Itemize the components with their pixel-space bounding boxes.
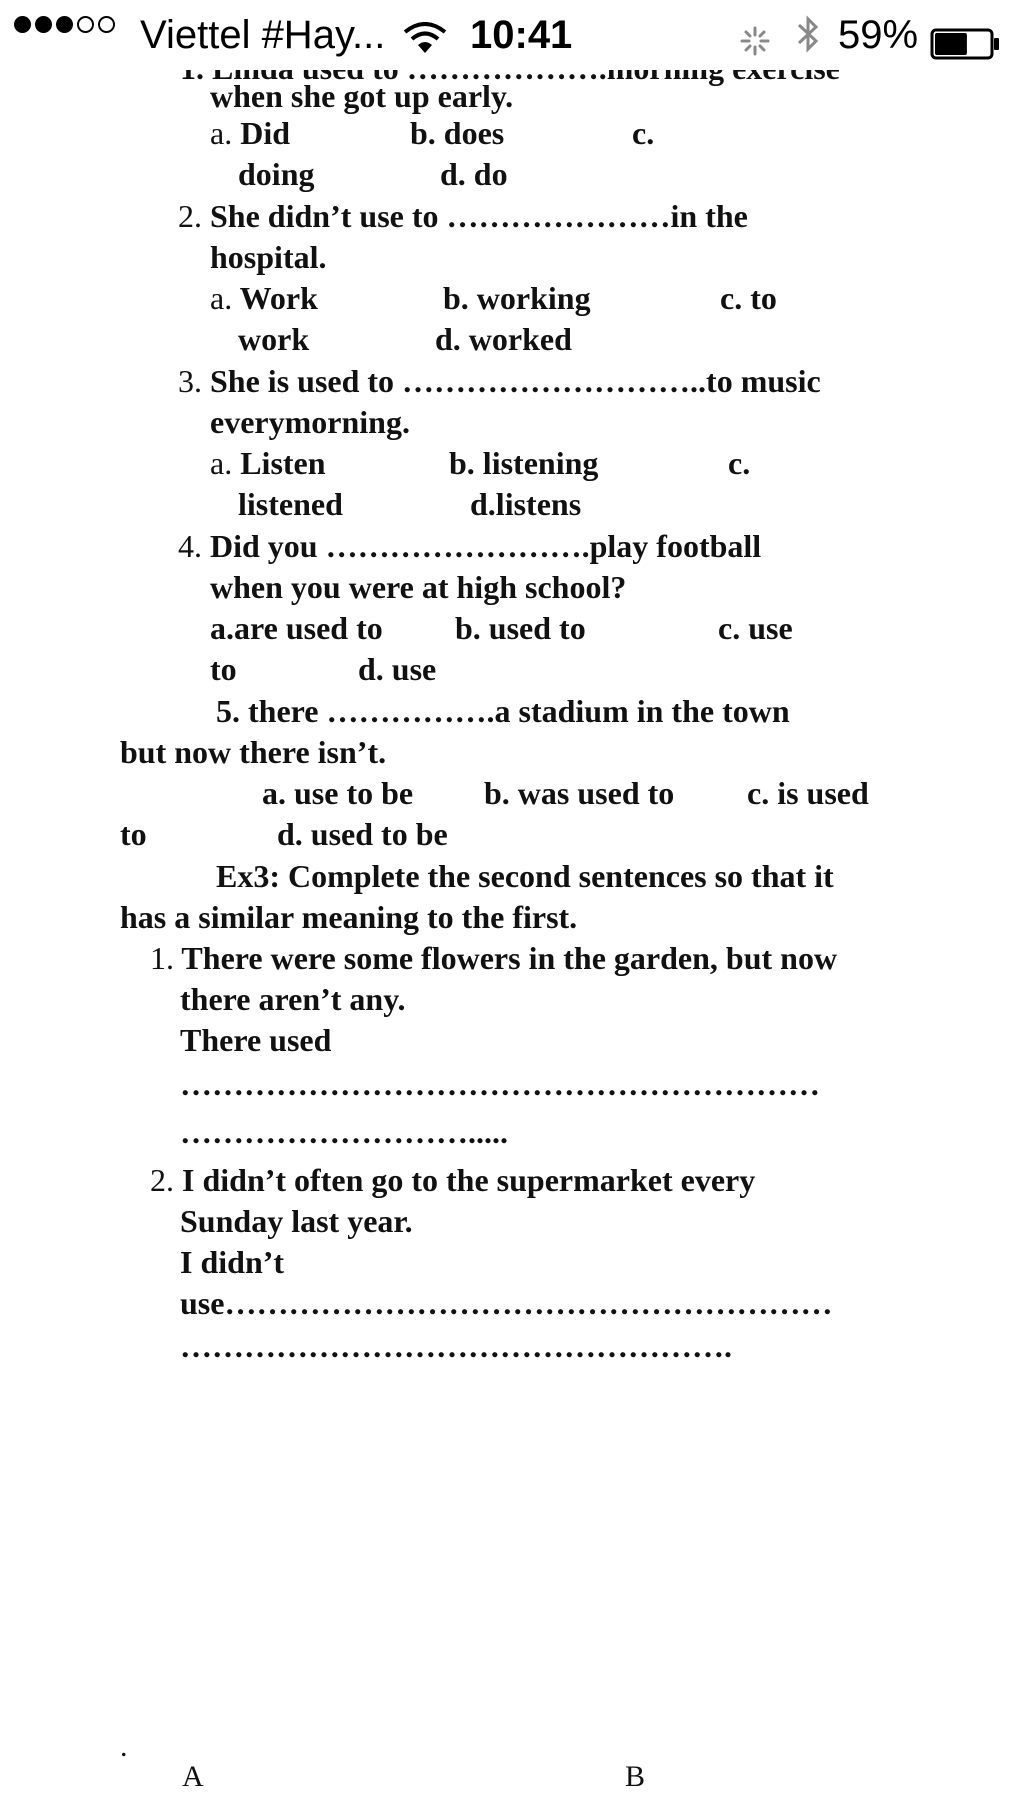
exercise-3-title-continuation: has a similar meaning to the first. bbox=[120, 899, 578, 935]
question-5-option-c: c. is used bbox=[747, 775, 869, 811]
carrier-name: Viettel #Hay... bbox=[140, 13, 386, 57]
question-text: She is used to ………………………..to music bbox=[210, 363, 821, 399]
question-2-option-c-text: work bbox=[238, 321, 310, 357]
exercise-3-item-2-prompt: I didn’t bbox=[180, 1244, 285, 1280]
question-number: 4. bbox=[178, 528, 202, 564]
question-2-option-b: b. working bbox=[443, 280, 591, 316]
question-1-option-d: d. do bbox=[440, 156, 508, 192]
question-text: Did you …………………….play football bbox=[210, 528, 762, 564]
option-label: a. bbox=[210, 445, 233, 481]
exercise-3-item-2-answer-line-2: ……………………………………………. bbox=[180, 1328, 732, 1364]
bluetooth-icon bbox=[795, 14, 821, 66]
footer-dot: . bbox=[120, 1730, 128, 1763]
item-number: 2. bbox=[150, 1162, 174, 1198]
question-5-option-a: a. use to be bbox=[262, 775, 414, 811]
footer-label-b: B bbox=[625, 1760, 646, 1793]
question-3-option-a bbox=[210, 443, 326, 483]
exercise-3-title: Ex3: Complete the second sentences so that it bbox=[216, 858, 834, 894]
question-4-option-c: c. use bbox=[718, 610, 793, 646]
exercise-3-item-2-continuation: Sunday last year. bbox=[180, 1203, 413, 1239]
question-1-option-c-text: doing bbox=[238, 156, 315, 192]
exercise-3-item-1-answer-line-1: …………………………………………………… bbox=[180, 1066, 820, 1102]
question-number: 2. bbox=[178, 198, 202, 234]
exercise-3-item-1-answer-line-2: ………………………..... bbox=[180, 1114, 508, 1150]
option-a-text: Did bbox=[240, 115, 290, 151]
signal-strength-icon bbox=[14, 16, 115, 33]
battery-icon bbox=[930, 22, 1002, 72]
option-a-text: Listen bbox=[240, 445, 326, 481]
question-3-option-b: b. listening bbox=[449, 445, 599, 481]
question-5-continuation: but now there isn’t. bbox=[120, 734, 387, 770]
question-1-option-a bbox=[210, 113, 290, 153]
question-4-option-a: a.are used to bbox=[210, 610, 383, 646]
question-3-option-d: d.listens bbox=[470, 486, 582, 522]
question-1-continuation: when she got up early. bbox=[210, 78, 514, 114]
question-5: 5. there …………….a stadium in the town bbox=[216, 693, 790, 729]
question-3-continuation: everymorning. bbox=[210, 404, 410, 440]
question-3 bbox=[178, 361, 821, 401]
status-bar bbox=[0, 0, 1024, 70]
activity-icon bbox=[740, 18, 770, 68]
option-label: a. bbox=[210, 115, 233, 151]
item-text: I didn’t often go to the supermarket every bbox=[182, 1162, 756, 1198]
question-5-option-b: b. was used to bbox=[484, 775, 675, 811]
question-1-option-b: b. does bbox=[410, 115, 505, 151]
question-3-option-c-text: listened bbox=[238, 486, 343, 522]
question-1-option-c: c. bbox=[632, 115, 655, 151]
exercise-3-item-1-prompt: There used bbox=[180, 1022, 332, 1058]
question-4-continuation: when you were at high school? bbox=[210, 569, 627, 605]
footer-label-a: A bbox=[182, 1760, 204, 1793]
question-5-option-c-text: to bbox=[120, 816, 147, 852]
exercise-3-item-2 bbox=[150, 1160, 755, 1200]
exercise-3-item-2-answer-line-1: use………………………………………………… bbox=[180, 1285, 833, 1321]
question-4 bbox=[178, 526, 761, 566]
item-number: 1. bbox=[150, 940, 174, 976]
question-2-continuation: hospital. bbox=[210, 239, 327, 275]
question-4-option-b: b. used to bbox=[455, 610, 586, 646]
clock-time: 10:41 bbox=[470, 13, 573, 57]
question-5-option-d: d. used to be bbox=[277, 816, 448, 852]
exercise-3-item-1-continuation: there aren’t any. bbox=[180, 981, 406, 1017]
question-text: She didn’t use to …………………in the bbox=[210, 198, 748, 234]
option-label: a. bbox=[210, 280, 233, 316]
question-2 bbox=[178, 196, 748, 236]
question-3-option-c: c. bbox=[728, 445, 751, 481]
question-2-option-c: c. to bbox=[720, 280, 777, 316]
item-text: There were some flowers in the garden, but now bbox=[181, 940, 838, 976]
exercise-3-item-1 bbox=[150, 938, 837, 978]
battery-percentage: 59% bbox=[838, 13, 919, 57]
question-2-option-a bbox=[210, 278, 318, 318]
question-2-option-d: d. worked bbox=[435, 321, 572, 357]
option-a-text: Work bbox=[239, 280, 318, 316]
question-number: 3. bbox=[178, 363, 202, 399]
question-4-option-c-text: to bbox=[210, 651, 237, 687]
question-4-option-d: d. use bbox=[358, 651, 437, 687]
wifi-icon bbox=[403, 18, 447, 68]
